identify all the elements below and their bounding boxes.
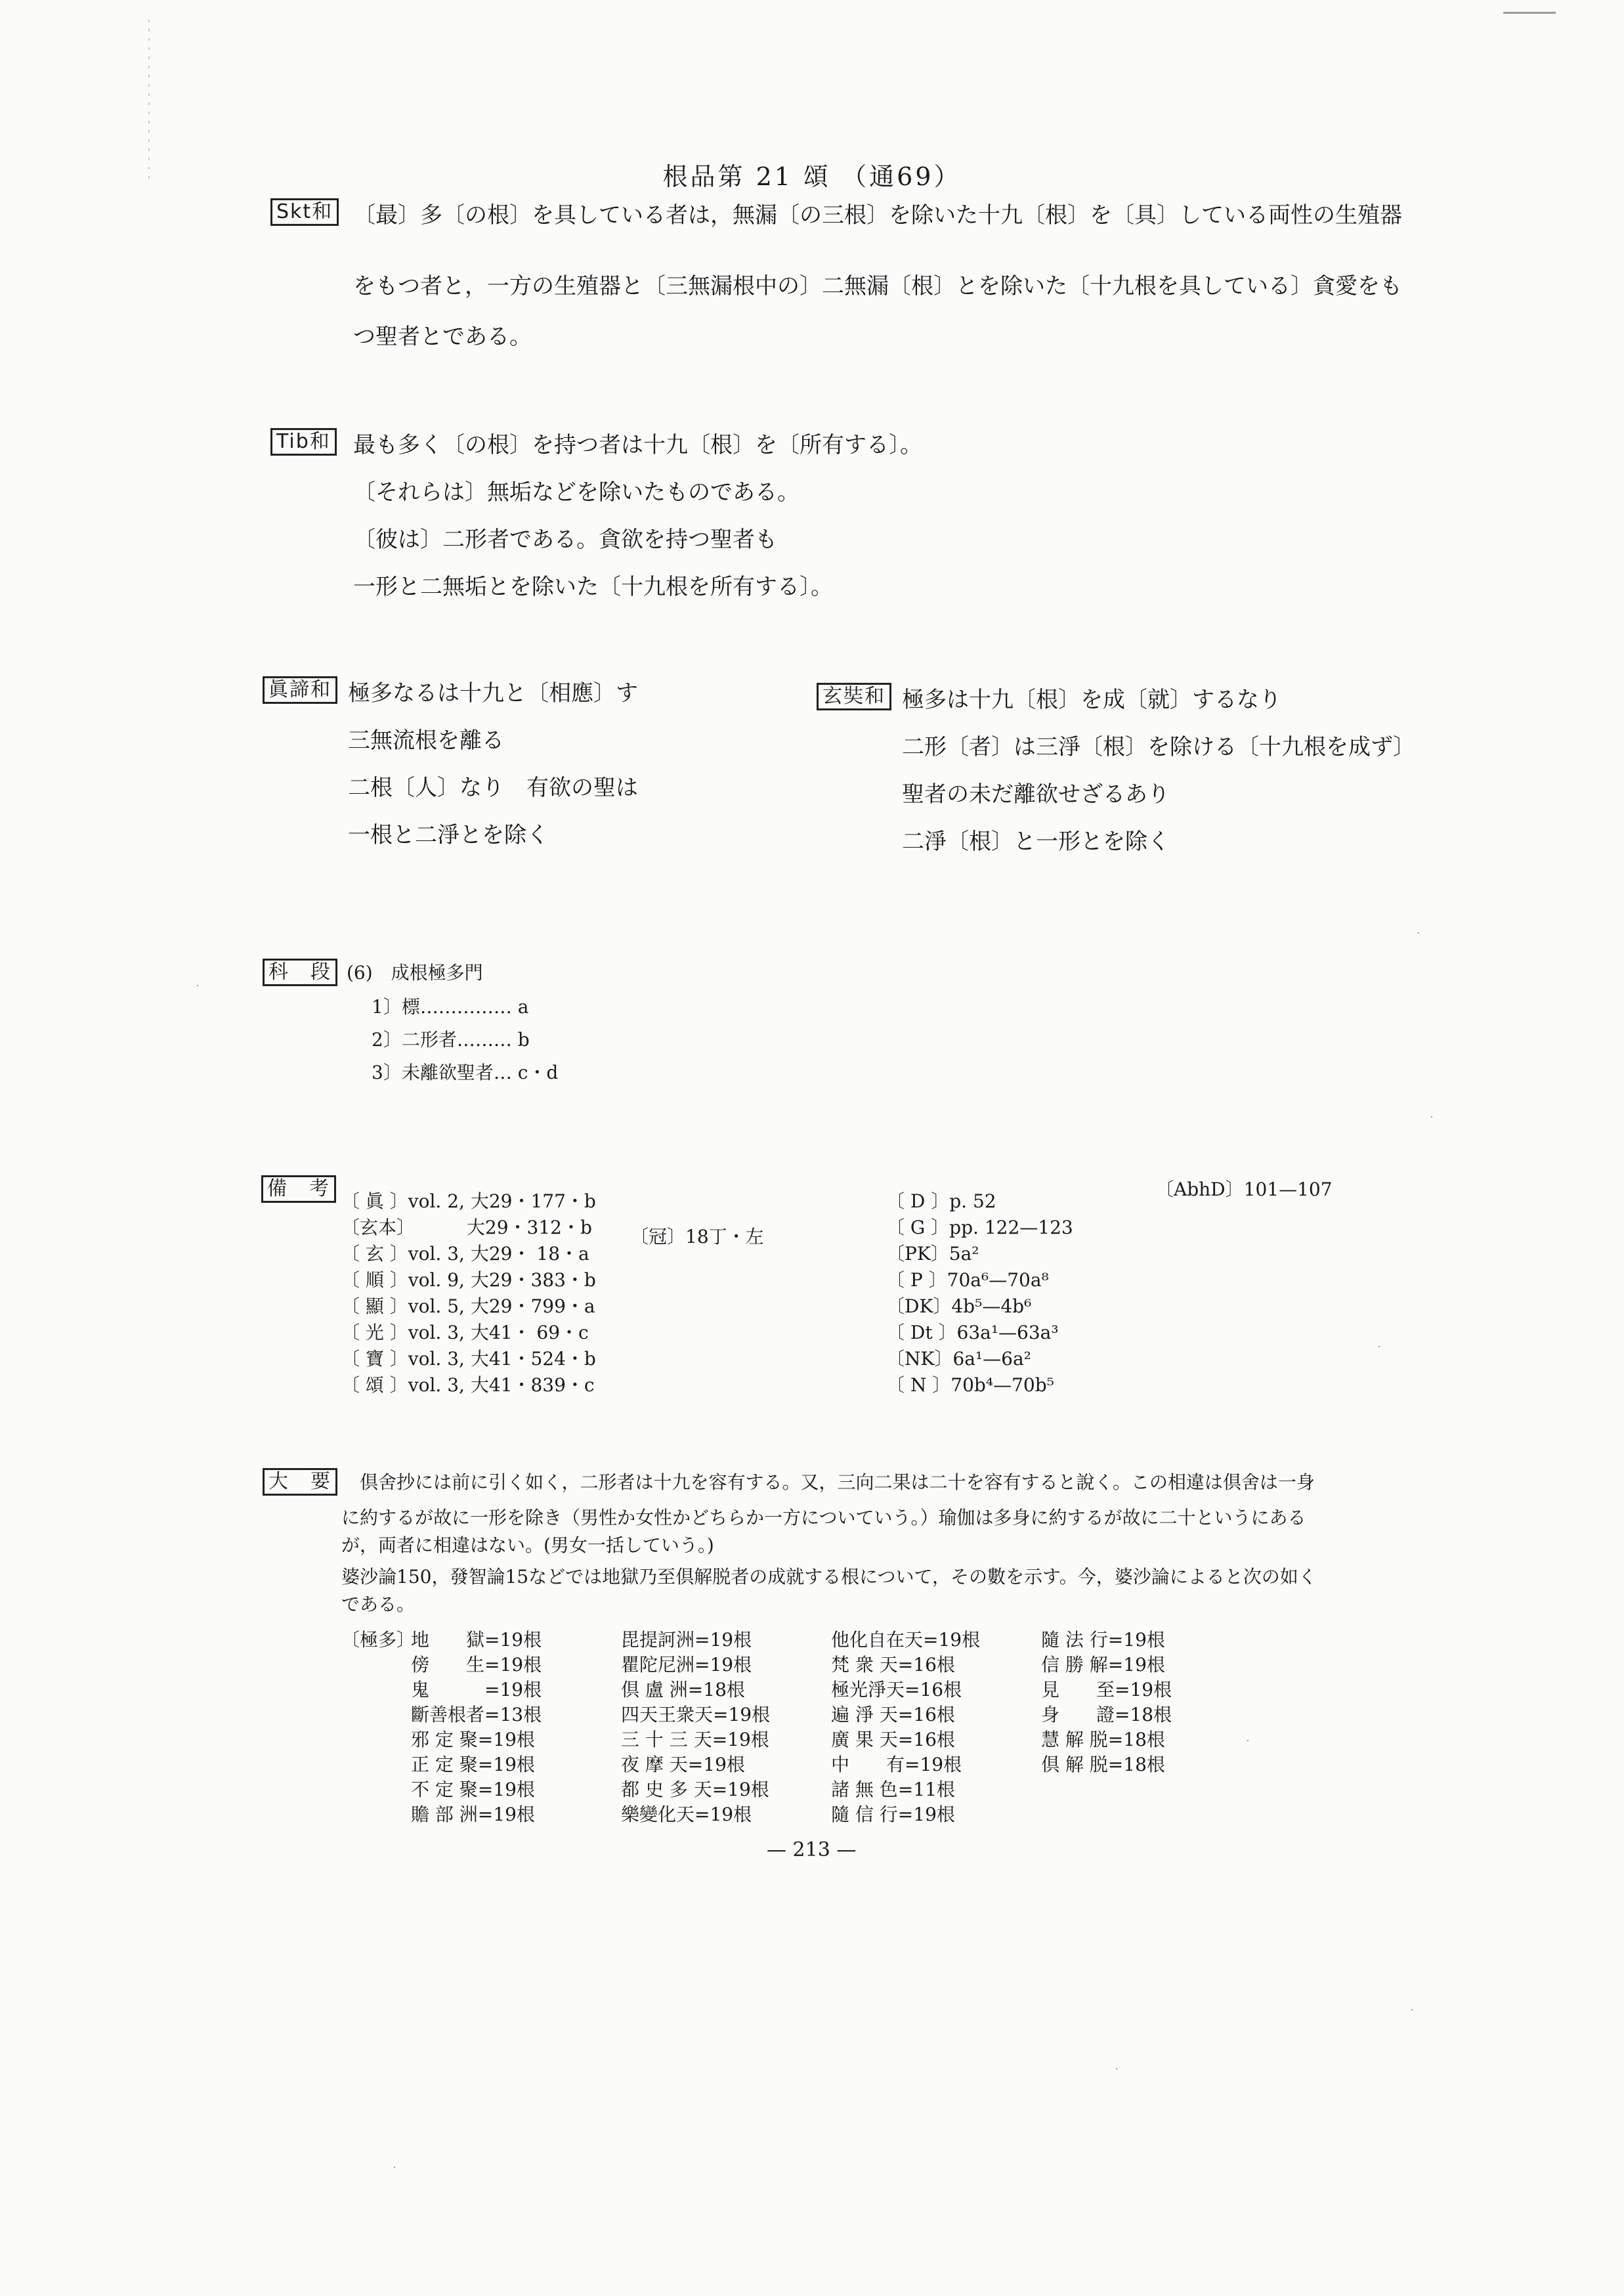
- shintai-line-3: 二根〔人〕なり 有欲の聖は: [348, 775, 638, 801]
- kadan-heading: (6) 成根極多門: [347, 962, 483, 984]
- taiyo-table-cell: 倶 解 脱=18根: [1041, 1754, 1165, 1775]
- taiyo-line-3: が，両者に相違はない。(男女一括していう。): [341, 1534, 714, 1556]
- taiyo-table-label: 〔極多〕: [341, 1629, 416, 1651]
- taiyo-table-cell: 倶 盧 洲=18根: [621, 1679, 745, 1700]
- taiyo-table-cell: 廣 果 天=16根: [831, 1729, 955, 1750]
- scan-speck: [197, 985, 198, 986]
- taiyo-table-cell: 傍 生=19根: [411, 1654, 542, 1676]
- taiyo-table-cell: 正 定 聚=19根: [411, 1754, 535, 1775]
- taiyo-table-cell: 地 獄=19根: [411, 1629, 542, 1651]
- biko-right-row: 〔PK〕5a²: [886, 1243, 979, 1265]
- biko-right-row: 〔 Dt 〕63a¹—63a³: [886, 1322, 1059, 1343]
- taiyo-table-cell: 隨 信 行=19根: [831, 1804, 955, 1825]
- tib-line-2: 〔それらは〕無垢などを除いたものである。: [353, 479, 800, 506]
- shintai-tag: 眞諦和: [263, 676, 337, 704]
- taiyo-table-cell: 隨 法 行=19根: [1041, 1629, 1165, 1651]
- tib-tag: Tib和: [270, 428, 337, 456]
- taiyo-line-1: 倶舍抄には前に引く如く，二形者は十九を容有する。又，三向二果は二十を容有すると說く。この相違は倶舍は一身: [341, 1471, 1315, 1493]
- taiyo-table-cell: 極光淨天=16根: [831, 1679, 962, 1700]
- shintai-line-1: 極多なるは十九と〔相應〕す: [348, 680, 638, 706]
- kadan-item-3: 3〕未離欲聖者… c・d: [372, 1062, 559, 1083]
- genjo-line-2: 二形〔者〕は三淨〔根〕を除ける〔十九根を成ず〕: [902, 734, 1415, 760]
- taiyo-table-cell: 贍 部 洲=19根: [411, 1804, 535, 1825]
- taiyo-tag: 大 要: [263, 1468, 337, 1496]
- biko-right-row: 〔 N 〕70b⁴—70b⁵: [886, 1374, 1054, 1396]
- taiyo-table-cell: 他化自在天=19根: [831, 1629, 981, 1651]
- scan-speck: [1116, 2068, 1117, 2069]
- genjo-line-3: 聖者の未だ離欲せざるあり: [902, 781, 1170, 808]
- taiyo-table-cell: 瞿陀尼洲=19根: [621, 1654, 752, 1676]
- biko-left-row: 〔玄本〕 大29・312・b: [341, 1217, 592, 1238]
- biko-left-row: 〔 玄 〕vol. 3, 大29・ 18・a: [341, 1243, 589, 1265]
- biko-left-row: 〔 眞 〕vol. 2, 大29・177・b: [341, 1190, 596, 1212]
- genjo-tag: 玄奘和: [817, 683, 891, 710]
- kadan-item-1: 1〕標…………… a: [372, 996, 529, 1018]
- biko-left-row: 〔 光 〕vol. 3, 大41・ 69・c: [341, 1322, 589, 1343]
- shintai-line-2: 三無流根を離る: [348, 727, 504, 754]
- genjo-line-4: 二淨〔根〕と一形とを除く: [902, 829, 1170, 855]
- page-title: 根品第 21 頌 （通69）: [662, 162, 962, 191]
- scan-speck: [1418, 932, 1419, 934]
- scan-speck: [1431, 1116, 1432, 1117]
- tib-line-1: 最も多く〔の根〕を持つ者は十九〔根〕を〔所有する〕。: [353, 432, 922, 458]
- skt-line-2: をもつ者と，一方の生殖器と〔三無漏根中の〕二無漏〔根〕とを除いた〔十九根を具している〕貪愛をも: [353, 273, 1402, 299]
- scan-speck: [1378, 1346, 1380, 1347]
- scan-speck: [1247, 1740, 1249, 1741]
- tib-line-3: 〔彼は〕二形者である。貪欲を持つ聖者も: [353, 527, 777, 553]
- genjo-line-1: 極多は十九〔根〕を成〔就〕するなり: [902, 687, 1281, 713]
- tib-line-4: 一形と二無垢とを除いた〔十九根を所有する〕。: [353, 574, 833, 600]
- biko-abhd: 〔AbhD〕101—107: [1155, 1179, 1333, 1200]
- scan-speck: [394, 2167, 395, 2168]
- taiyo-table-cell: 身 證=18根: [1041, 1704, 1172, 1725]
- shintai-line-4: 一根と二淨とを除く: [348, 822, 549, 848]
- taiyo-table-cell: 遍 淨 天=16根: [831, 1704, 955, 1725]
- taiyo-line-5: である。: [341, 1593, 416, 1615]
- taiyo-line-4: 婆沙論150，發智論15などでは地獄乃至倶解脱者の成就する根について，その數を示す。今，婆沙論によると次の如く: [341, 1566, 1317, 1588]
- skt-line-3: つ聖者とである。: [353, 324, 532, 350]
- taiyo-table-cell: 毘提訶洲=19根: [621, 1629, 752, 1651]
- biko-kan: 〔冠〕18丁・左: [630, 1226, 764, 1247]
- kadan-tag: 科 段: [263, 959, 337, 986]
- biko-right-row: 〔NK〕6a¹—6a²: [886, 1348, 1031, 1370]
- taiyo-table-cell: 三 十 三 天=19根: [621, 1729, 769, 1750]
- biko-tag: 備 考: [261, 1175, 336, 1203]
- taiyo-table-cell: 中 有=19根: [831, 1754, 962, 1775]
- scan-edge-line: [1503, 12, 1556, 14]
- taiyo-table-cell: 都 史 多 天=19根: [621, 1779, 769, 1800]
- skt-tag: Skt和: [270, 198, 339, 226]
- biko-left-row: 〔 寶 〕vol. 3, 大41・524・b: [341, 1348, 596, 1370]
- biko-left-row: 〔 頌 〕vol. 3, 大41・839・c: [341, 1374, 595, 1396]
- taiyo-table-cell: 諸 無 色=11根: [831, 1779, 955, 1800]
- scan-speck: [1411, 2009, 1413, 2010]
- biko-left-row: 〔 顯 〕vol. 5, 大29・799・a: [341, 1295, 595, 1317]
- biko-right-row: 〔 G 〕pp. 122—123: [886, 1217, 1073, 1238]
- taiyo-table-cell: 慧 解 脱=18根: [1041, 1729, 1165, 1750]
- taiyo-table-cell: 斷善根者=13根: [411, 1704, 542, 1725]
- biko-right-row: 〔 P 〕70a⁶—70a⁸: [886, 1269, 1049, 1291]
- taiyo-table-cell: 不 定 聚=19根: [411, 1779, 535, 1800]
- page-number: — 213 —: [767, 1838, 857, 1861]
- taiyo-table-cell: 四天王衆天=19根: [621, 1704, 771, 1725]
- taiyo-table-cell: 梵 衆 天=16根: [831, 1654, 955, 1676]
- taiyo-table-cell: 信 勝 解=19根: [1041, 1654, 1165, 1676]
- taiyo-table-cell: 邪 定 聚=19根: [411, 1729, 535, 1750]
- kadan-item-2: 2〕二形者……… b: [372, 1029, 530, 1051]
- taiyo-table-cell: 樂變化天=19根: [621, 1804, 752, 1825]
- skt-line-1: 〔最〕多〔の根〕を具している者は，無漏〔の三根〕を除いた十九〔根〕を〔具〕している両性の生殖器: [353, 202, 1402, 228]
- taiyo-table-cell: 見 至=19根: [1041, 1679, 1172, 1700]
- taiyo-table-cell: 鬼 =19根: [411, 1679, 542, 1700]
- taiyo-table-cell: 夜 摩 天=19根: [621, 1754, 745, 1775]
- biko-right-row: 〔 D 〕p. 52: [886, 1190, 996, 1212]
- taiyo-line-2: に約するが故に一形を除き（男性か女性かどちらか一方についていう。）瑜伽は多身に約するが故に二十というにある: [341, 1507, 1306, 1528]
- biko-right-row: 〔DK〕4b⁵—4b⁶: [886, 1295, 1032, 1317]
- biko-left-row: 〔 順 〕vol. 9, 大29・383・b: [341, 1269, 596, 1291]
